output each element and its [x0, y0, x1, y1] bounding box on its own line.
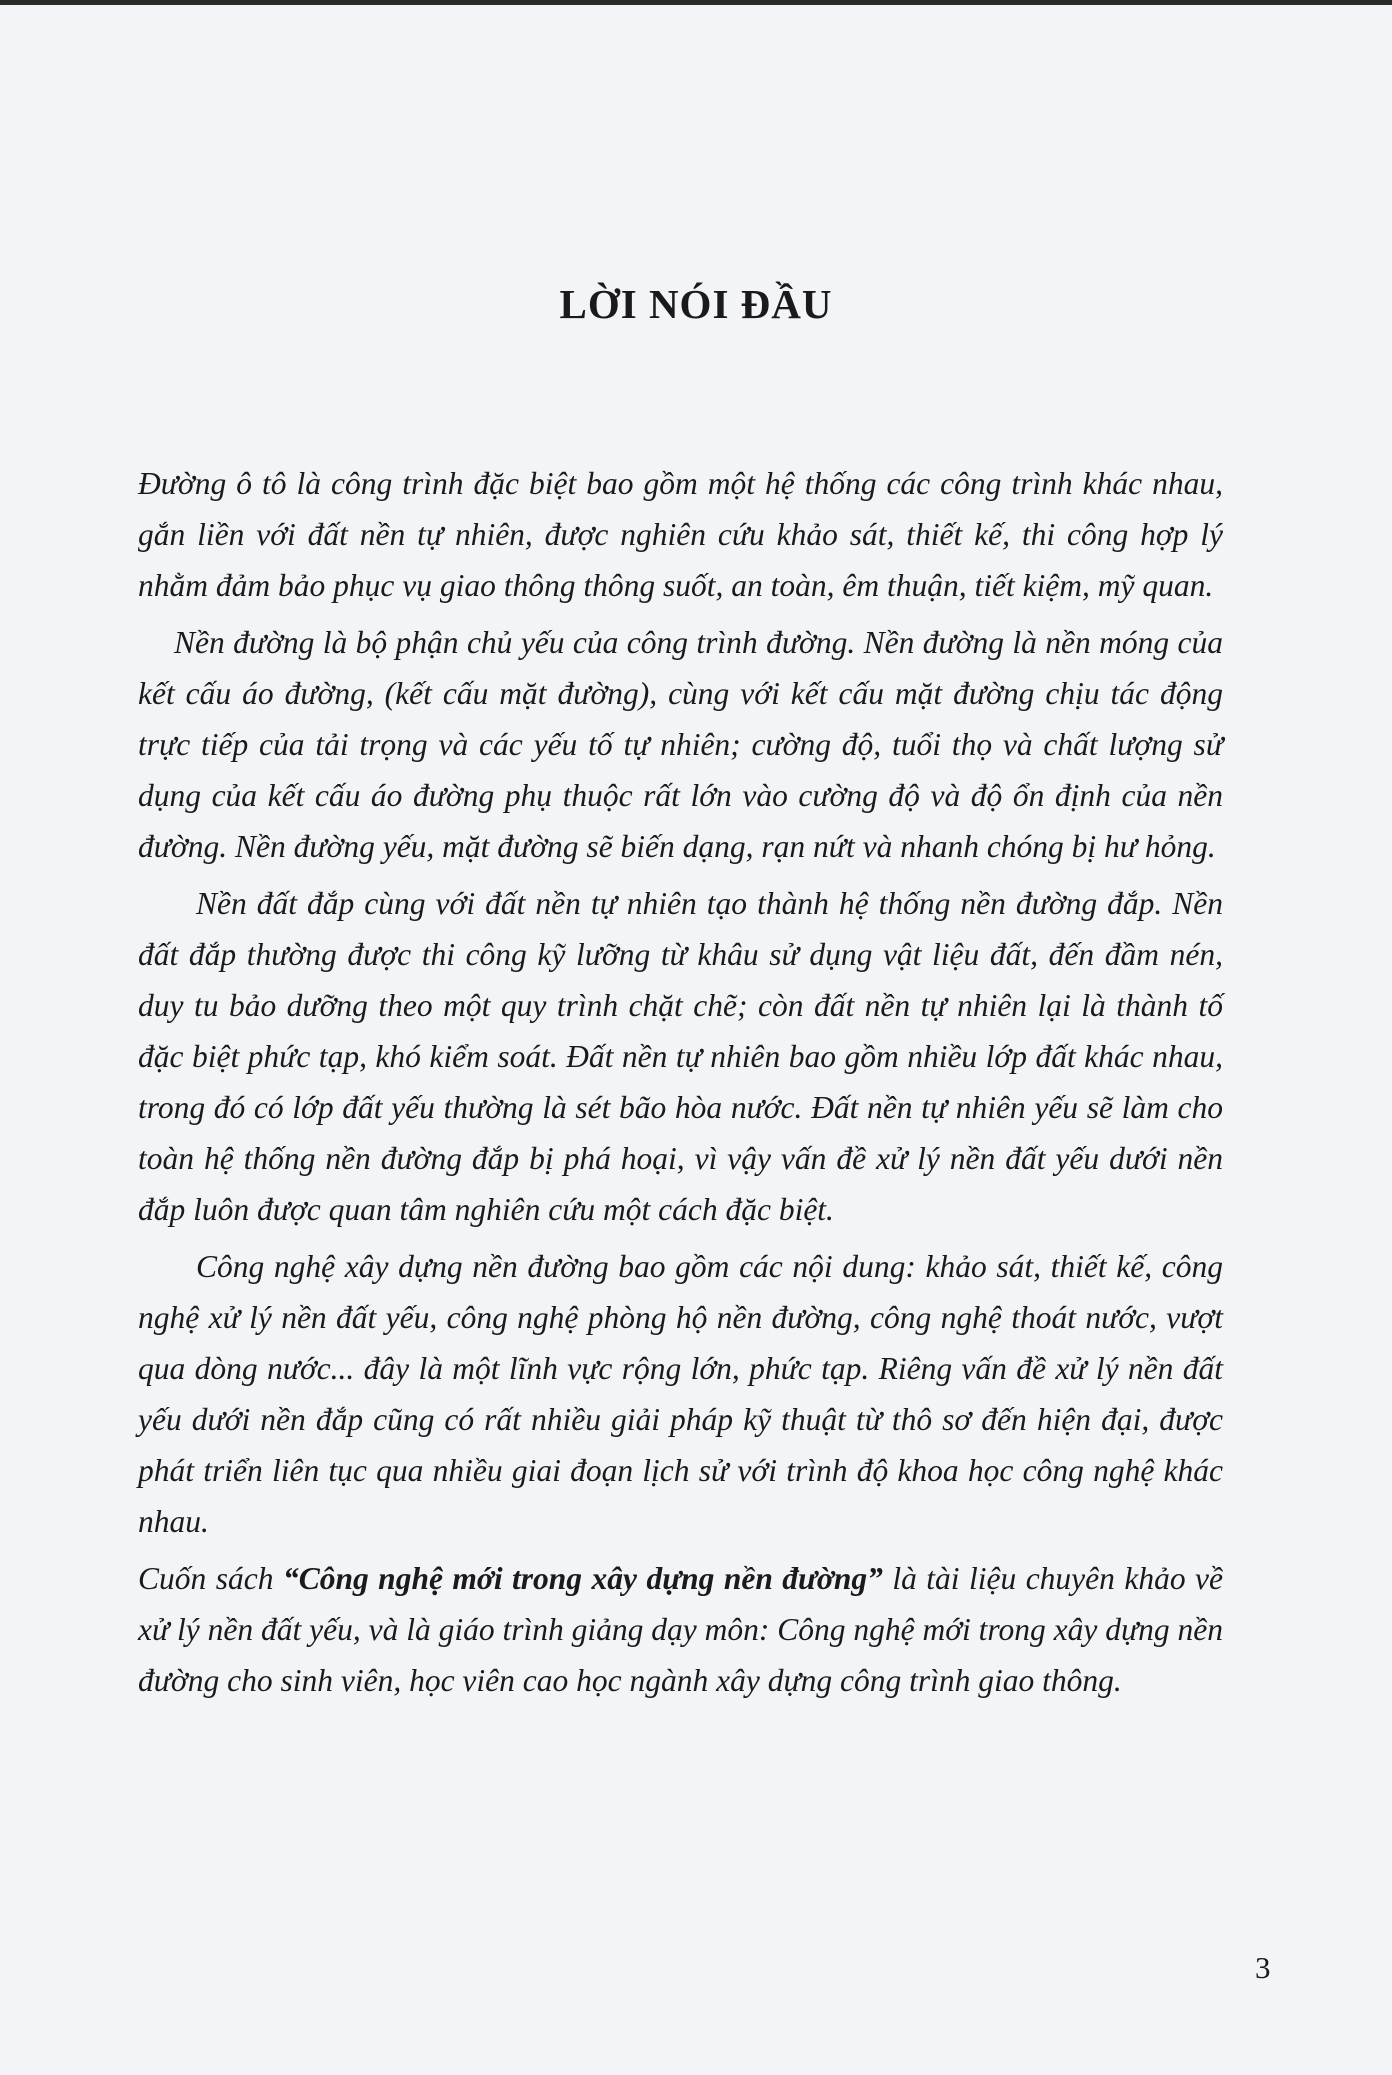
paragraph-5-lead: Cuốn sách	[138, 1561, 283, 1596]
page-number: 3	[1255, 1950, 1271, 1985]
paragraph-5-rest: là tài liệu chuyên khảo về xử lý nền đất yếu, và là giáo trình giảng dạy môn: Công nghệ mới trong xây dựng nền đường cho sinh viên, học viên cao học ngành xây dựng công trình giao thông.	[138, 1561, 1224, 1698]
paragraph-3: Nền đất đắp cùng với đất nền tự nhiên tạo thành hệ thống nền đường đắp. Nền đất đắp thường được thi công kỹ lưỡng từ khâu sử dụng vật liệu đất, đến đầm nén, duy tu bảo dưỡng theo một quy trình chặt chẽ; còn đất nền tự nhiên lại là thành tố đặc biệt phức tạp, khó kiểm soát. Đất nền tự nhiên bao gồm nhiều lớp đất khác nhau, trong đó có lớp đất yếu thường là sét bão hòa nước. Đất nền tự nhiên yếu sẽ làm cho toàn hệ thống nền đường đắp bị phá hoại, vì vậy vấn đề xử lý nền đất yếu dưới nền đắp luôn được quan tâm nghiên cứu một cách đặc biệt.	[138, 886, 1223, 1227]
paragraph-1: Đường ô tô là công trình đặc biệt bao gồm một hệ thống các công trình khác nhau, gắn liền với đất nền tự nhiên, được nghiên cứu khảo sát, thiết kế, thi công hợp lý nhằm đảm bảo phục vụ giao thông thông suốt, an toàn, êm thuận, tiết kiệm, mỹ quan.	[138, 466, 1223, 603]
book-title-bold: “Công nghệ mới trong xây dựng nền đường”	[282, 1561, 883, 1596]
paragraph-5	[138, 1553, 1223, 1706]
paragraph-4: Công nghệ xây dựng nền đường bao gồm các nội dung: khảo sát, thiết kế, công nghệ xử lý nền đất yếu, công nghệ phòng hộ nền đường, công nghệ thoát nước, vượt qua dòng nước... đây là một lĩnh vực rộng lớn, phức tạp. Riêng vấn đề xử lý nền đất yếu dưới nền đắp cũng có rất nhiều giải pháp kỹ thuật từ thô sơ đến hiện đại, được phát triển liên tục qua nhiều giai đoạn lịch sử với trình độ khoa học công nghệ khác nhau.	[138, 1249, 1223, 1539]
preface-body	[138, 458, 1223, 1712]
page-title: LỜI NÓI ĐẦU	[559, 281, 833, 327]
paragraph-2: Nền đường là bộ phận chủ yếu của công trình đường. Nền đường là nền móng của kết cấu áo đường, (kết cấu mặt đường), cùng với kết cấu mặt đường chịu tác động trực tiếp của tải trọng và các yếu tố tự nhiên; cường độ, tuổi thọ và chất lượng sử dụng của kết cấu áo đường phụ thuộc rất lớn vào cường độ và độ ổn định của nền đường. Nền đường yếu, mặt đường sẽ biến dạng, rạn nứt và nhanh chóng bị hư hỏng.	[138, 625, 1223, 864]
